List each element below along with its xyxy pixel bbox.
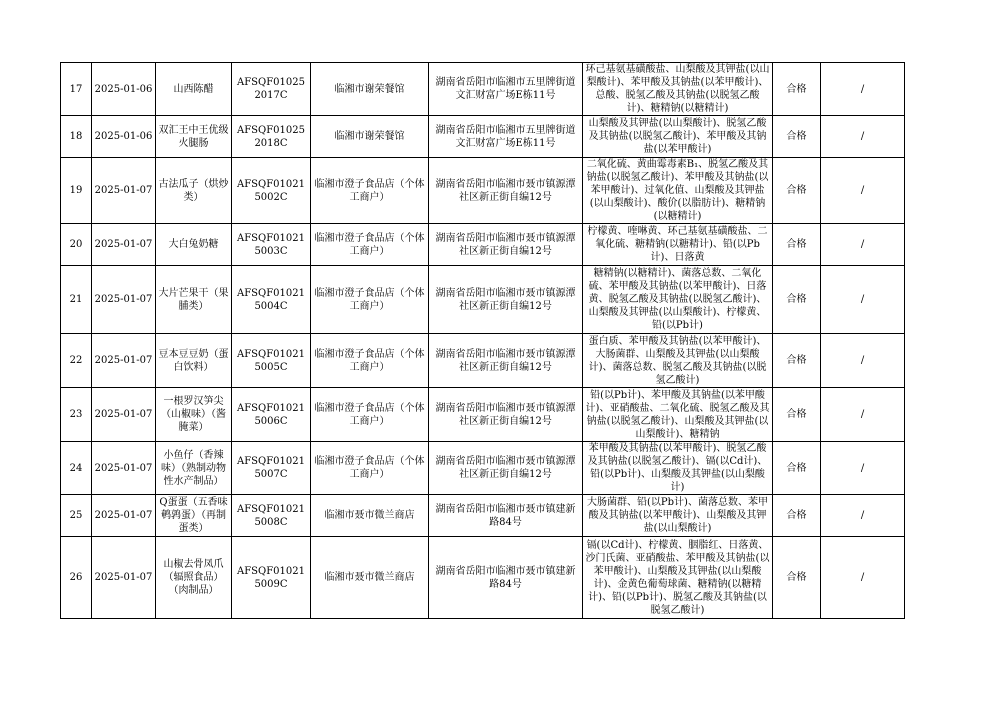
test-items-cell: 蛋白质、苯甲酸及其钠盐(以苯甲酸计)、大肠菌群、山梨酸及其钾盐(以山梨酸计)、菌落总数、脱氢乙酸及其钠盐(以脱氢乙酸计) [583, 334, 773, 388]
row-number-cell: 19 [61, 158, 92, 224]
entity-address-cell: 湖南省岳阳市临湘市聂市镇源潭社区新正街自编12号 [429, 224, 583, 266]
remark-cell: / [821, 442, 905, 495]
test-items-cell: 二氧化硫、黄曲霉毒素B₁、脱氢乙酸及其钠盐(以脱氢乙酸计)、苯甲酸及其钠盐(以苯甲酸计)、过氧化值、山梨酸及其钾盐(以山梨酸计)、酸价(以脂肪计)、糖精钠(以糖精计) [583, 158, 773, 224]
result-cell: 合格 [773, 442, 821, 495]
test-items-cell: 糖精钠(以糖精计)、菌落总数、二氧化硫、苯甲酸及其钠盐(以苯甲酸计)、日落黄、脱氢乙酸及其钠盐(以脱氢乙酸计)、山梨酸及其钾盐(以山梨酸计)、柠檬黄、铅(以Pb计) [583, 266, 773, 334]
entity-address-cell: 湖南省岳阳市临湘市聂市镇建新路84号 [429, 537, 583, 619]
sampling-date-cell: 2025-01-07 [92, 224, 156, 266]
sampling-date-cell: 2025-01-07 [92, 388, 156, 442]
row-number-cell: 24 [61, 442, 92, 495]
entity-address-cell: 湖南省岳阳市临湘市聂市镇源潭社区新正街自编12号 [429, 388, 583, 442]
test-items-cell: 环己基氨基磺酸盐、山梨酸及其钾盐(以山梨酸计)、苯甲酸及其钠盐(以苯甲酸计)、总酸、脱氢乙酸及其钠盐(以脱氢乙酸计)、糖精钠(以糖精计) [583, 63, 773, 116]
result-cell: 合格 [773, 116, 821, 158]
remark-cell: / [821, 266, 905, 334]
table-row [61, 495, 905, 537]
result-cell: 合格 [773, 63, 821, 116]
result-cell: 合格 [773, 334, 821, 388]
sampling-date-cell: 2025-01-07 [92, 442, 156, 495]
sampling-date-cell: 2025-01-07 [92, 266, 156, 334]
table-row [61, 537, 905, 619]
sample-name-cell: 豆本豆豆奶（蛋白饮料） [156, 334, 232, 388]
test-items-cell: 柠檬黄、喹啉黄、环己基氨基磺酸盐、二氧化硫、糖精钠(以糖精计)、铅(以Pb计)、日落黄 [583, 224, 773, 266]
sample-name-cell: 山西陈醋 [156, 63, 232, 116]
entity-address-cell: 湖南省岳阳市临湘市聂市镇建新路84号 [429, 495, 583, 537]
sample-name-cell: 大片芒果干（果脯类） [156, 266, 232, 334]
sample-code-cell: AFSQF010252018C [232, 116, 311, 158]
test-items-cell: 镉(以Cd计)、柠檬黄、胭脂红、日落黄、沙门氏菌、亚硝酸盐、苯甲酸及其钠盐(以苯甲酸计)、山梨酸及其钾盐(以山梨酸计)、金黄色葡萄球菌、糖精钠(以糖精计)、铅(以Pb计)、脱氢乙酸及其钠盐(以脱氢乙酸计) [583, 537, 773, 619]
row-number-cell: 20 [61, 224, 92, 266]
sample-code-cell: AFSQF010215003C [232, 224, 311, 266]
row-number-cell: 22 [61, 334, 92, 388]
table-row [61, 442, 905, 495]
entity-address-cell: 湖南省岳阳市临湘市聂市镇源潭社区新正街自编12号 [429, 442, 583, 495]
inspection-results-table [60, 62, 905, 619]
table-body [61, 63, 905, 619]
sampled-entity-cell: 临湘市澄子食品店（个体工商户） [311, 442, 429, 495]
sample-code-cell: AFSQF010215005C [232, 334, 311, 388]
table-row [61, 224, 905, 266]
sample-name-cell: 一根罗汉笋尖（山椒味）（酱腌菜） [156, 388, 232, 442]
remark-cell: / [821, 224, 905, 266]
sampled-entity-cell: 临湘市谢荣餐馆 [311, 63, 429, 116]
sampling-date-cell: 2025-01-07 [92, 158, 156, 224]
sample-code-cell: AFSQF010215004C [232, 266, 311, 334]
result-cell: 合格 [773, 158, 821, 224]
test-items-cell: 大肠菌群、铅(以Pb计)、菌落总数、苯甲酸及其钠盐(以苯甲酸计)、山梨酸及其钾盐(以山梨酸计) [583, 495, 773, 537]
sampled-entity-cell: 临湘市聂市微兰商店 [311, 537, 429, 619]
result-cell: 合格 [773, 224, 821, 266]
sample-name-cell: 山椒去骨凤爪（辐照食品）（肉制品） [156, 537, 232, 619]
table-row [61, 63, 905, 116]
sample-name-cell: 古法瓜子（烘炒类） [156, 158, 232, 224]
table-row [61, 158, 905, 224]
sample-code-cell: AFSQF010215006C [232, 388, 311, 442]
sampling-date-cell: 2025-01-07 [92, 495, 156, 537]
remark-cell: / [821, 116, 905, 158]
entity-address-cell: 湖南省岳阳市临湘市聂市镇源潭社区新正街自编12号 [429, 334, 583, 388]
sample-code-cell: AFSQF010215008C [232, 495, 311, 537]
test-items-cell: 铅(以Pb计)、苯甲酸及其钠盐(以苯甲酸计)、亚硝酸盐、二氧化硫、脱氢乙酸及其钠盐(以脱氢乙酸计)、山梨酸及其钾盐(以山梨酸计)、糖精钠 [583, 388, 773, 442]
remark-cell: / [821, 495, 905, 537]
sampling-date-cell: 2025-01-07 [92, 537, 156, 619]
row-number-cell: 26 [61, 537, 92, 619]
table-row [61, 388, 905, 442]
sampled-entity-cell: 临湘市澄子食品店（个体工商户） [311, 224, 429, 266]
result-cell: 合格 [773, 388, 821, 442]
row-number-cell: 23 [61, 388, 92, 442]
sample-code-cell: AFSQF010215007C [232, 442, 311, 495]
sample-name-cell: Q蛋蛋（五香味鹌鹑蛋）（再制蛋类） [156, 495, 232, 537]
remark-cell: / [821, 63, 905, 116]
sample-name-cell: 大白兔奶糖 [156, 224, 232, 266]
test-items-cell: 山梨酸及其钾盐(以山梨酸计)、脱氢乙酸及其钠盐(以脱氢乙酸计)、苯甲酸及其钠盐(以苯甲酸计) [583, 116, 773, 158]
sampling-date-cell: 2025-01-07 [92, 334, 156, 388]
sample-code-cell: AFSQF010215009C [232, 537, 311, 619]
row-number-cell: 25 [61, 495, 92, 537]
remark-cell: / [821, 158, 905, 224]
sampled-entity-cell: 临湘市谢荣餐馆 [311, 116, 429, 158]
sampled-entity-cell: 临湘市澄子食品店（个体工商户） [311, 388, 429, 442]
sample-name-cell: 双汇王中王优级火腿肠 [156, 116, 232, 158]
sampled-entity-cell: 临湘市澄子食品店（个体工商户） [311, 334, 429, 388]
entity-address-cell: 湖南省岳阳市临湘市聂市镇源潭社区新正街自编12号 [429, 158, 583, 224]
table-row [61, 116, 905, 158]
sampled-entity-cell: 临湘市聂市微兰商店 [311, 495, 429, 537]
sampled-entity-cell: 临湘市澄子食品店（个体工商户） [311, 266, 429, 334]
sampled-entity-cell: 临湘市澄子食品店（个体工商户） [311, 158, 429, 224]
sampling-date-cell: 2025-01-06 [92, 116, 156, 158]
sampling-date-cell: 2025-01-06 [92, 63, 156, 116]
row-number-cell: 17 [61, 63, 92, 116]
remark-cell: / [821, 537, 905, 619]
entity-address-cell: 湖南省岳阳市临湘市五里牌街道文汇财富广场E栋11号 [429, 116, 583, 158]
test-items-cell: 苯甲酸及其钠盐(以苯甲酸计)、脱氢乙酸及其钠盐(以脱氢乙酸计)、镉(以Cd计)、铅(以Pb计)、山梨酸及其钾盐(以山梨酸计) [583, 442, 773, 495]
remark-cell: / [821, 388, 905, 442]
row-number-cell: 21 [61, 266, 92, 334]
result-cell: 合格 [773, 495, 821, 537]
result-cell: 合格 [773, 537, 821, 619]
row-number-cell: 18 [61, 116, 92, 158]
sample-code-cell: AFSQF010215002C [232, 158, 311, 224]
table-row [61, 334, 905, 388]
entity-address-cell: 湖南省岳阳市临湘市五里牌街道文汇财富广场E栋11号 [429, 63, 583, 116]
table-row [61, 266, 905, 334]
sample-code-cell: AFSQF010252017C [232, 63, 311, 116]
result-cell: 合格 [773, 266, 821, 334]
sample-name-cell: 小鱼仔（香辣味）（熟制动物性水产制品） [156, 442, 232, 495]
remark-cell: / [821, 334, 905, 388]
entity-address-cell: 湖南省岳阳市临湘市聂市镇源潭社区新正街自编12号 [429, 266, 583, 334]
